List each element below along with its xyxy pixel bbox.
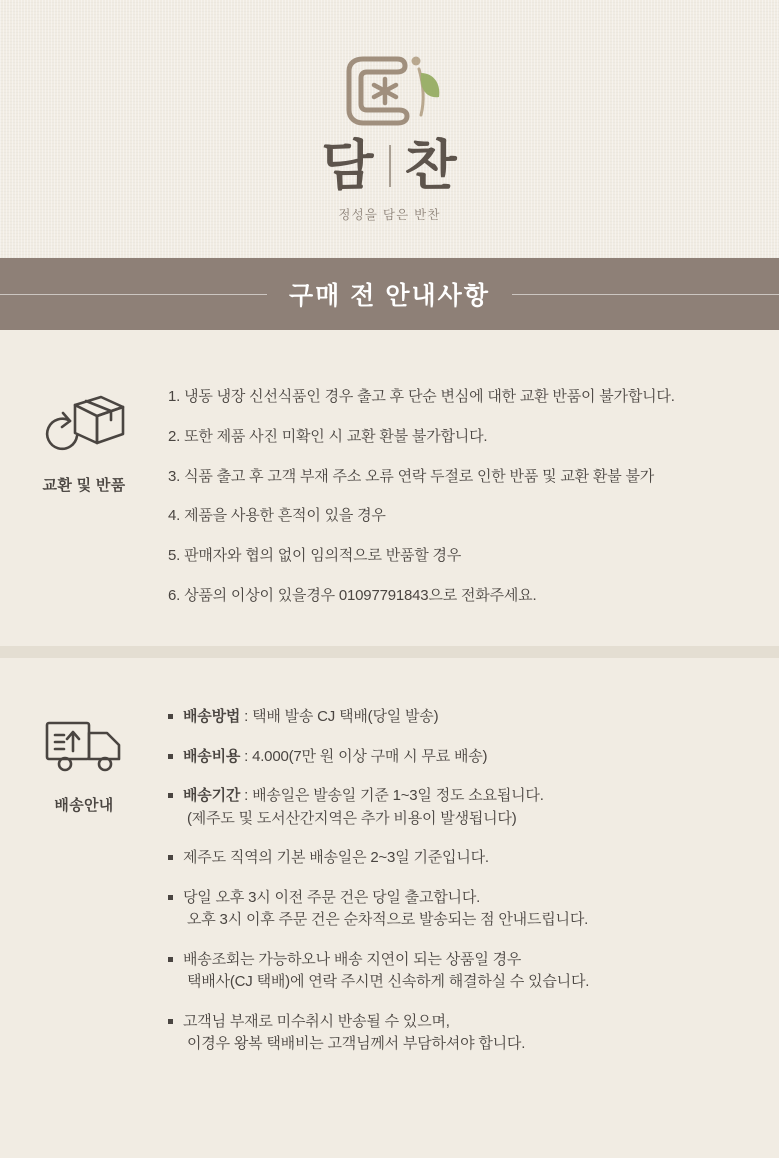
exchange-icon-label: 교환 및 반품 (42, 477, 126, 494)
list-item-text: : 4.000(7만 원 이상 구매 시 무료 배송) (240, 747, 488, 765)
exchange-text-column (168, 386, 779, 607)
list-item-text: 배송조회는 가능하오나 배송 지연이 되는 상품일 경우 (183, 950, 522, 968)
list-item: 2. 또한 제품 사진 미확인 시 교환 환불 불가합니다. (168, 427, 488, 445)
list-item-subtext: (제주도 및 도서산간지역은 추가 비용이 발생됩니다) (187, 809, 517, 827)
list-item-lead: 배송비용 (183, 747, 241, 765)
shipping-section (0, 658, 779, 1158)
page-title: 구매 전 안내사항 (289, 282, 490, 310)
list-item-lead: 배송기간 (183, 787, 241, 804)
exchange-icon-column (0, 386, 168, 495)
shipping-text-column (168, 706, 779, 1056)
brand-char-right: 찬 (404, 134, 458, 197)
list-item-text: : 택배 발송 CJ 택배(당일 발송) (240, 708, 439, 725)
brand-wordmark (321, 134, 458, 197)
list-item (168, 887, 755, 932)
brand-wordmark-divider (389, 145, 391, 187)
exchange-return-section (0, 330, 779, 646)
shipping-icon-label: 배송안내 (54, 797, 114, 814)
list-item (168, 949, 755, 994)
section-title-bar (0, 258, 779, 330)
list-item (168, 706, 755, 729)
delivery-truck-icon (38, 706, 130, 782)
list-item-lead: 배송방법 (183, 708, 241, 725)
list-item-subtext: 오후 3시 이후 주문 건은 순차적으로 발송되는 점 안내드립니다. (187, 911, 589, 928)
list-item-text: 제주도 직역의 기본 배송일은 2~3일 기준입니다. (183, 849, 489, 866)
list-item (168, 746, 755, 769)
section-divider (0, 646, 779, 658)
dam-chan-logo-icon (315, 49, 465, 135)
list-item-subtext: 이경우 왕복 택배비는 고객님께서 부담하셔야 합니다. (187, 1035, 526, 1052)
title-rule-right (512, 294, 779, 295)
brand-char-left: 담 (321, 134, 375, 197)
list-item-text: 당일 오후 3시 이전 주문 건은 당일 출고합니다. (183, 888, 481, 906)
list-item-text: : 배송일은 발송일 기준 1~3일 정도 소요됩니다. (240, 787, 544, 804)
list-item: 1. 냉동 냉장 신선식품인 경우 출고 후 단순 변심에 대한 교환 반품이 불가합니다. (168, 388, 675, 405)
list-item (168, 1011, 755, 1056)
list-item (168, 847, 755, 870)
list-item: 3. 식품 출고 후 고객 부재 주소 오류 연락 두절로 인한 반품 및 교환 환불 불가 (168, 467, 655, 485)
brand-tagline: 정성을 담은 반찬 (338, 208, 441, 222)
list-item-text: 고객님 부재로 미수취시 반송될 수 있으며, (183, 1012, 450, 1030)
return-box-icon (38, 386, 130, 462)
brand-header (0, 0, 779, 258)
list-item: 5. 판매자와 협의 없이 임의적으로 반품할 경우 (168, 547, 462, 564)
exchange-list (168, 386, 755, 607)
list-item-subtext: 택배사(CJ 택배)에 연락 주시면 신속하게 해결하실 수 있습니다. (187, 973, 590, 990)
shipping-icon-column (0, 706, 168, 815)
list-item: 6. 상품의 이상이 있을경우 01097791843으로 전화주세요. (168, 586, 537, 604)
title-rule-left (0, 294, 267, 295)
list-item: 4. 제품을 사용한 흔적이 있을 경우 (168, 507, 386, 525)
list-item (168, 785, 755, 830)
shipping-list (168, 706, 755, 1056)
